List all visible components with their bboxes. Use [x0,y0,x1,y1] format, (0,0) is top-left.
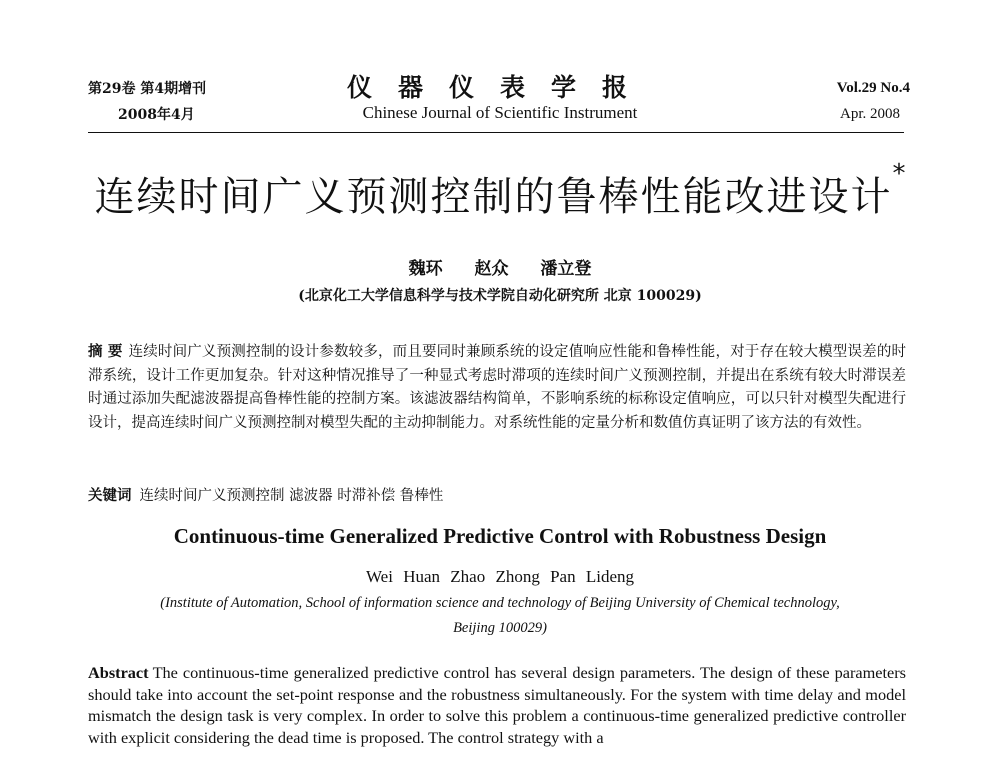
paper-title-cn [0,159,1000,222]
affiliation-en-line1: (Institute of Automation, School of information science and technology of Beijing University of Chemical technology, [160,595,840,611]
abstract-cn [88,340,906,435]
abstract-cn-label: 摘 要 [88,343,123,360]
authors-en: Wei Huan Zhao Zhong Pan Lideng [366,567,634,586]
journal-name-cn: 仪器仪表学报 [346,73,653,102]
affiliation-en-line2: Beijing 100029) [453,620,547,636]
abstract-cn-text: 连续时间广义预测控制的设计参数较多，而且要同时兼顾系统的设定值响应性能和鲁棒性能，对于存在较大模型误差的时滞系统，设计工作更加复杂。针对这种情况推导了一种显式考虑时滞项的连续时间广义预测控制，并提出在系统有较大时滞误差时通过添加失配滤波器提高鲁棒性能的控制方案。该滤波器结构简单，不影响系统的标称设定值响应，可以只针对模型失配进行设计，提高连续时间广义预测控制对模型失配的主动抑制能力。对系统性能的定量分析和数值仿真证明了该方法的有效性。 [88,344,906,431]
keywords-cn-text: 连续时间广义预测控制 滤波器 时滞补偿 鲁棒性 [139,488,444,504]
keywords-cn-label: 关键词 [88,487,132,504]
abstract-en-text: The continuous-time generalized predictive control has several design parameters. The design of these parameters should take into account the set-point response and the robustness simultaneously. For the system with time delay and model mismatch the design task is very complex. In order to solve this problem a continuous-time generalized predictive controller with explicit considering the dead time is proposed. The control strategy with a [88,663,906,747]
affiliation-cn: (北京化工大学信息科学与技术学院自动化研究所 北京 100029) [298,288,702,304]
publish-date-cn: 2008年4月 [118,107,195,123]
journal-name-en: Chinese Journal of Scientific Instrument [362,103,638,122]
header-rule [88,132,904,133]
title-footnote-mark: * [892,159,906,189]
publish-date-en: Apr. 2008 [840,106,900,122]
abstract-en [88,662,906,748]
volume-issue-en: Vol.29 No.4 [836,80,910,96]
authors-cn: 魏环 赵众 潘立登 [408,259,592,279]
keywords-cn [88,484,443,505]
paper-title-cn-text: 连续时间广义预测控制的鲁棒性能改进设计 [94,174,893,220]
paper-title-en: Continuous-time Generalized Predictive Control with Robustness Design [173,524,827,548]
abstract-en-label: Abstract [88,663,149,682]
volume-issue-cn: 第29卷 第4期增刊 [88,81,207,97]
